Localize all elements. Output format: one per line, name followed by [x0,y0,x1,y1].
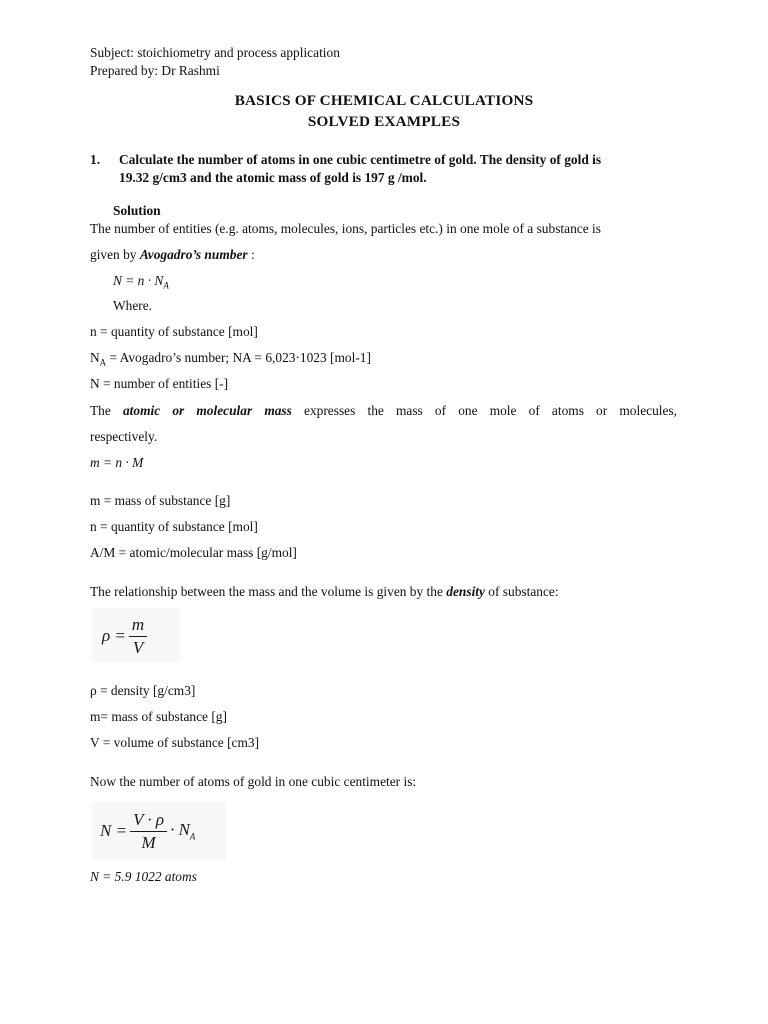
now-line: Now the number of atoms of gold in one cubic centimeter is: [90,774,417,789]
mass-equation: m = n · M [90,455,144,470]
atoms-formula-right [170,820,195,841]
atomic-pre: The [90,403,111,418]
definition-mass: m = mass of substance [g] [90,493,231,508]
atoms-numerator: V · ρ [130,810,167,832]
question-line-1: Calculate the number of atoms in one cubic centimetre of gold. The density of gold is [119,152,602,167]
density-denominator: V [132,637,144,657]
avogadro-equation [113,273,169,294]
atoms-formula-na: · N [170,820,190,840]
density-emphasis: density [446,584,485,599]
atoms-fraction [130,810,167,853]
atomic-post: expresses the mass of one mole of atoms or molecules, [304,403,677,418]
definition-na-symbol: N [90,350,100,365]
atomic-mass-sentence [90,403,677,419]
avogadro-equation-main: N = n · N [113,273,164,288]
atoms-formula-left: N = [100,821,128,840]
density-formula-left: ρ = [102,626,126,645]
definition-na-text: = Avogadro’s number; NA = 6,023·1023 [mol-1] [106,350,371,365]
intro-prefix: given by [90,247,140,262]
question-number: 1. [90,152,101,167]
atoms-formula [92,802,226,860]
intro-suffix: : [247,247,255,262]
density-formula [92,608,180,662]
definition-mass-2: m= mass of substance [g] [90,709,227,724]
definition-na-subscript: A [99,357,107,368]
document-title: BASICS OF CHEMICAL CALCULATIONS [234,92,534,109]
question-line-2: 19.32 g/cm3 and the atomic mass of gold is 197 g /mol. [119,170,427,185]
definition-quantity: n = quantity of substance [mol] [90,519,258,534]
solution-heading: Solution [113,203,161,218]
definition-na [90,350,371,371]
atoms-denominator: M [141,832,156,852]
definition-volume: V = volume of substance [cm3] [90,735,260,750]
definition-n: n = quantity of substance [mol] [90,324,258,339]
result-line: N = 5.9 1022 atoms [90,869,197,884]
density-fraction [129,615,147,658]
atoms-formula-na-subscript: A [189,831,196,842]
density-post: of substance: [484,584,559,599]
definition-density: ρ = density [g/cm3] [90,683,196,698]
density-pre: The relationship between the mass and the volume is given by the [90,584,447,599]
density-sentence [90,584,559,600]
document-subtitle: SOLVED EXAMPLES [307,113,461,130]
subject-line: Subject: stoichiometry and process application [90,45,340,60]
atomic-mass-emphasis: atomic or molecular mass [122,403,292,418]
definition-molar-mass: A/M = atomic/molecular mass [g/mol] [90,545,297,560]
avogadro-equation-subscript: A [163,280,169,291]
solution-intro-line-1: The number of entities (e.g. atoms, molecules, ions, particles etc.) in one mole of a substance is [90,221,601,236]
where-label: Where. [113,298,153,313]
avogadro-emphasis: Avogadro’s number [139,247,248,262]
atomic-mass-line-2: respectively. [90,429,158,444]
definition-entities: N = number of entities [-] [90,376,229,391]
solution-intro-line-2 [90,247,255,263]
prepared-by-line: Prepared by: Dr Rashmi [90,63,220,78]
density-numerator: m [129,615,147,637]
